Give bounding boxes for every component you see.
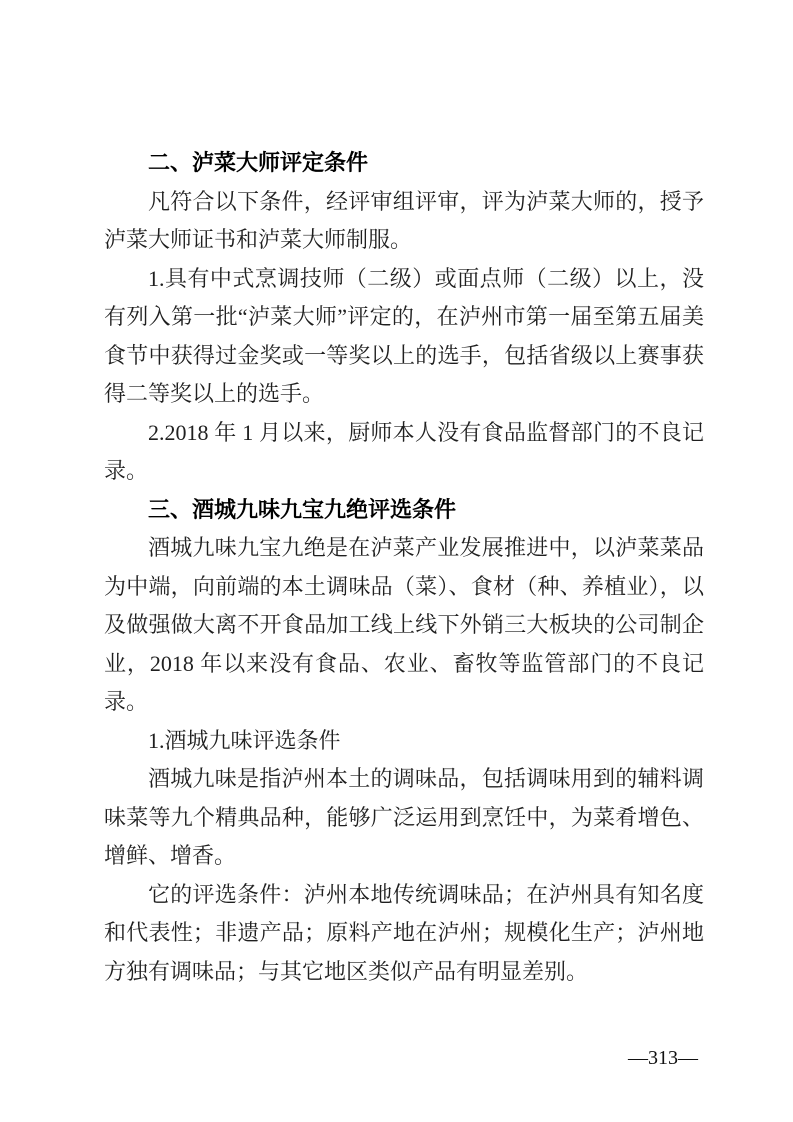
paragraph-nine-overview: 酒城九味九宝九绝是在泸菜产业发展推进中，以泸菜菜品为中端，向前端的本土调味品（菜）、食材（种、养植业），以及做强做大离不开食品加工线上线下外销三大板块的公司制企业，2018 年以来没有食品、农业、畜牧等监管部门的不良记录。 (104, 535, 704, 714)
document-body (104, 144, 704, 991)
paragraph-master-award-intro: 凡符合以下条件，经评审组评审，评为泸菜大师的，授予泸菜大师证书和泸菜大师制服。 (104, 188, 704, 252)
paragraph-nine-flavors-subheading: 1.酒城九味评选条件 (148, 727, 341, 753)
paragraph-nine-flavors-definition: 酒城九味是指泸州本土的调味品，包括调味用到的辅料调味菜等九个精典品种，能够广泛运用到烹饪中，为菜肴增色、增鲜、增香。 (104, 766, 704, 868)
paragraph-nine-flavors-criteria: 它的评选条件：泸州本地传统调味品；在泸州具有知名度和代表性；非遗产品；原料产地在泸州；规模化生产；泸州地方独有调味品；与其它地区类似产品有明显差别。 (104, 881, 704, 984)
section-heading-lucai-master-criteria: 二、泸菜大师评定条件 (148, 150, 369, 175)
paragraph-master-condition-2: 2.2018 年 1 月以来，厨师本人没有食品监督部门的不良记录。 (104, 419, 704, 483)
page-number: —313— (628, 1047, 698, 1069)
section-heading-jiucheng-nine-criteria: 三、酒城九味九宝九绝评选条件 (148, 496, 457, 522)
paragraph-master-condition-1: 1.具有中式烹调技师（二级）或面点师（二级）以上，没有列入第一批“泸菜大师”评定的，在泸州市第一届至第五届美食节中获得过金奖或一等奖以上的选手，包括省级以上赛事获得二等奖以上的选手。 (104, 265, 705, 406)
